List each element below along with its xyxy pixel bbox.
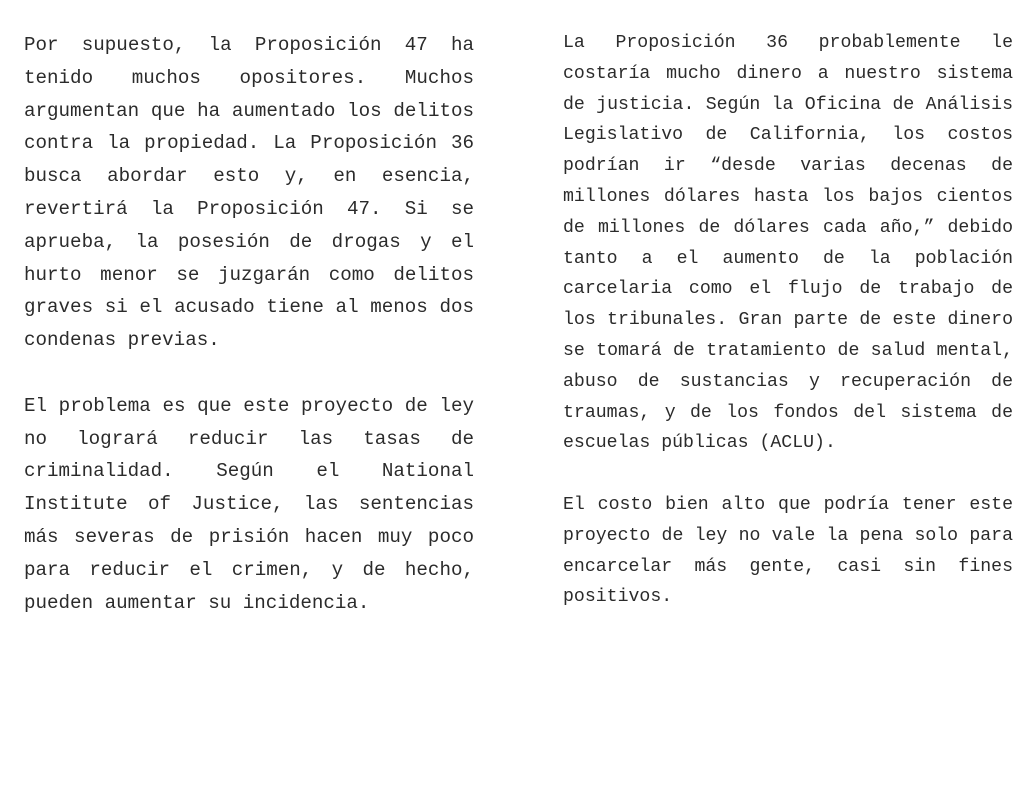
- right-paragraph-1: La Proposición 36 probablemente le costaría mucho dinero a nuestro sistema de justicia. Según la Oficina de Análisis Legislativo de California, los costos podrían ir “desde varias decenas de millones dólares hasta los bajos cientos de millones de dólares cada año,” debido tanto a el aumento de la población carcelaria como el flujo de trabajo de los tribunales. Gran parte de este dinero se tomará de tratamiento de salud mental, abuso de sustancias y recuperación de traumas, y de los fondos del sistema de escuelas públicas (ACLU).: [563, 33, 1013, 454]
- left-paragraph-1: Por supuesto, la Proposición 47 ha tenido muchos opositores. Muchos argumentan que ha aumentado los delitos contra la propiedad. La Proposición 36 busca abordar esto y, en esencia, revertirá la Proposición 47. Si se aprueba, la posesión de drogas y el hurto menor se juzgarán como delitos graves si el acusado tiene al menos dos condenas previas.: [24, 34, 474, 352]
- right-paragraph-2: El costo bien alto que podría tener este proyecto de ley no vale la pena solo para encarcelar más gente, casi sin fines positivos.: [563, 494, 1013, 608]
- left-column: [24, 29, 474, 619]
- left-paragraph-2: El problema es que este proyecto de ley no logrará reducir las tasas de criminalidad. Según el National Institute of Justice, las sentencias más severas de prisión hacen muy poco para reducir el crimen, y de hecho, pueden aumentar su incidencia.: [24, 394, 474, 614]
- right-column: [563, 28, 1013, 613]
